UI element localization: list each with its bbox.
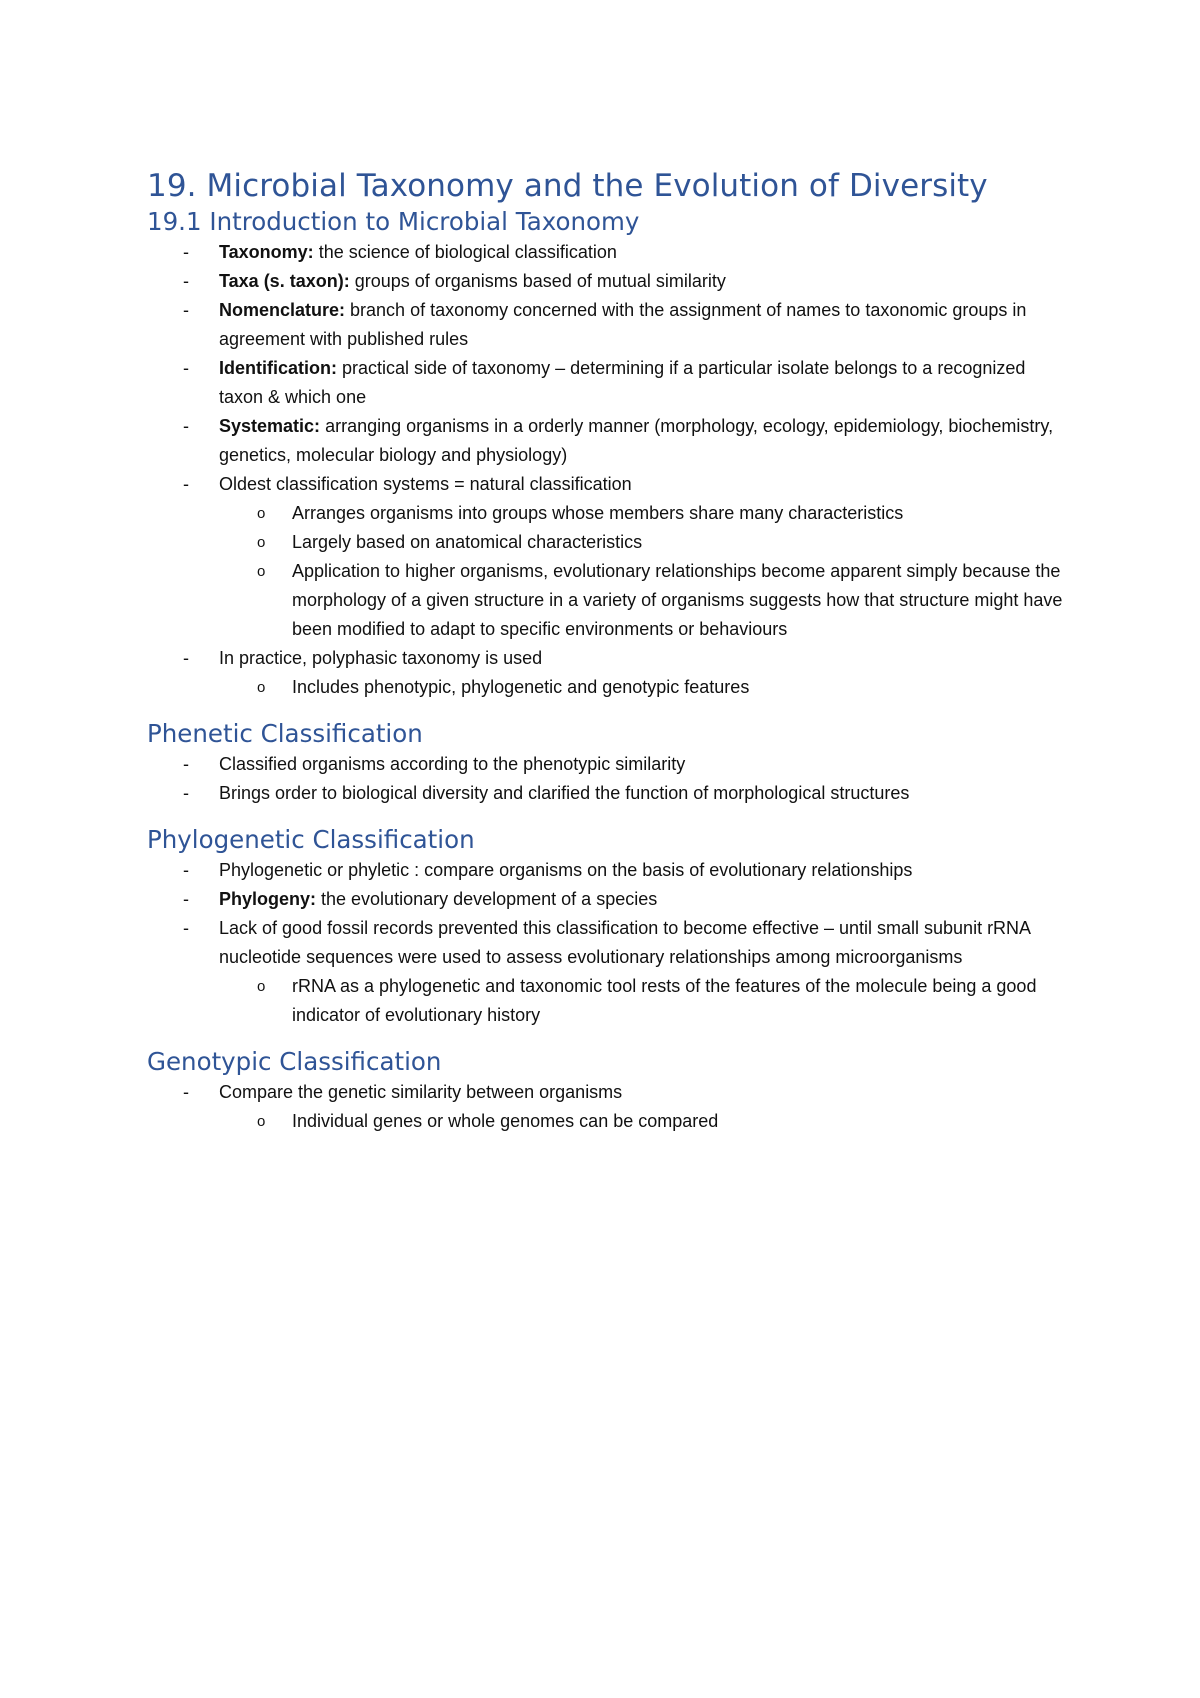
bullet-list (147, 856, 1067, 1030)
circle-bullet: o (257, 679, 266, 696)
sub-list-item (147, 1107, 1067, 1136)
item-text: the science of biological classification (313, 242, 617, 262)
item-text: practical side of taxonomy – determining if a particular isolate belongs to a recognized taxon & which one (219, 358, 1026, 407)
list-item (147, 779, 1067, 808)
document-content (147, 166, 1067, 1136)
dash-bullet: - (183, 300, 189, 320)
sub-item-text: Includes phenotypic, phylogenetic and genotypic features (292, 677, 750, 697)
list-item (147, 644, 1067, 673)
circle-bullet: o (257, 978, 266, 995)
dash-bullet: - (183, 648, 189, 668)
sub-item-text: Arranges organisms into groups whose members share many characteristics (292, 503, 904, 523)
item-text: Classified organisms according to the phenotypic similarity (219, 754, 686, 774)
item-text: arranging organisms in a orderly manner (morphology, ecology, epidemiology, biochemistry, genetics, molecular biology and physiology) (219, 416, 1054, 465)
circle-bullet: o (257, 563, 266, 580)
dash-bullet: - (183, 889, 189, 909)
bullet-list (147, 750, 1067, 808)
section-heading: Phenetic Classification (147, 719, 423, 748)
dash-bullet: - (183, 416, 189, 436)
dash-bullet: - (183, 358, 189, 378)
list-item (147, 354, 1067, 412)
term: Nomenclature: (219, 300, 346, 320)
list-item (147, 238, 1067, 267)
list-item (147, 885, 1067, 914)
term: Taxa (s. taxon): (219, 271, 350, 291)
term: Phylogeny: (219, 889, 317, 909)
circle-bullet: o (257, 1113, 266, 1130)
section-heading: 19.1 Introduction to Microbial Taxonomy (147, 207, 640, 236)
circle-bullet: o (257, 534, 266, 551)
item-text: groups of organisms based of mutual similarity (349, 271, 726, 291)
bullet-list (147, 1078, 1067, 1136)
sub-list-item (147, 499, 1067, 528)
item-text: Phylogenetic or phyletic : compare organisms on the basis of evolutionary relationships (219, 860, 913, 880)
item-text: Oldest classification systems = natural classification (219, 474, 632, 494)
item-text: In practice, polyphasic taxonomy is used (219, 648, 543, 668)
dash-bullet: - (183, 1082, 189, 1102)
list-item (147, 914, 1067, 972)
list-item (147, 412, 1067, 470)
term: Taxonomy: (219, 242, 314, 262)
sub-item-text: Individual genes or whole genomes can be compared (292, 1111, 719, 1131)
dash-bullet: - (183, 783, 189, 803)
sub-list-item (147, 673, 1067, 702)
sub-item-text: rRNA as a phylogenetic and taxonomic tool rests of the features of the molecule being a good indicator of evolutionary history (292, 976, 1037, 1025)
sub-list-item (147, 557, 1067, 644)
item-text: the evolutionary development of a species (316, 889, 658, 909)
list-item (147, 296, 1067, 354)
item-text: Brings order to biological diversity and clarified the function of morphological structures (219, 783, 910, 803)
list-item (147, 470, 1067, 499)
sub-list-item (147, 972, 1067, 1030)
sub-item-text: Application to higher organisms, evolutionary relationships become apparent simply because the morphology of a given structure in a variety of organisms suggests how that structure might have been modified to adapt to specific environments or behaviours (292, 561, 1063, 639)
document-title: 19. Microbial Taxonomy and the Evolution of Diversity (147, 168, 988, 204)
dash-bullet: - (183, 242, 189, 262)
circle-bullet: o (257, 505, 266, 522)
list-item (147, 856, 1067, 885)
list-item (147, 750, 1067, 779)
list-item (147, 267, 1067, 296)
sub-list-item (147, 528, 1067, 557)
sub-item-text: Largely based on anatomical characteristics (292, 532, 643, 552)
item-text: Lack of good fossil records prevented this classification to become effective – until small subunit rRNA nucleotide sequences were used to assess evolutionary relationships among microorganisms (219, 918, 1031, 967)
dash-bullet: - (183, 860, 189, 880)
dash-bullet: - (183, 754, 189, 774)
section-heading: Phylogenetic Classification (147, 825, 475, 854)
bullet-list (147, 238, 1067, 702)
dash-bullet: - (183, 474, 189, 494)
term: Systematic: (219, 416, 321, 436)
section-heading: Genotypic Classification (147, 1047, 442, 1076)
item-text: branch of taxonomy concerned with the assignment of names to taxonomic groups in agreement with published rules (219, 300, 1027, 349)
item-text: Compare the genetic similarity between organisms (219, 1082, 623, 1102)
dash-bullet: - (183, 918, 189, 938)
dash-bullet: - (183, 271, 189, 291)
list-item (147, 1078, 1067, 1107)
term: Identification: (219, 358, 337, 378)
